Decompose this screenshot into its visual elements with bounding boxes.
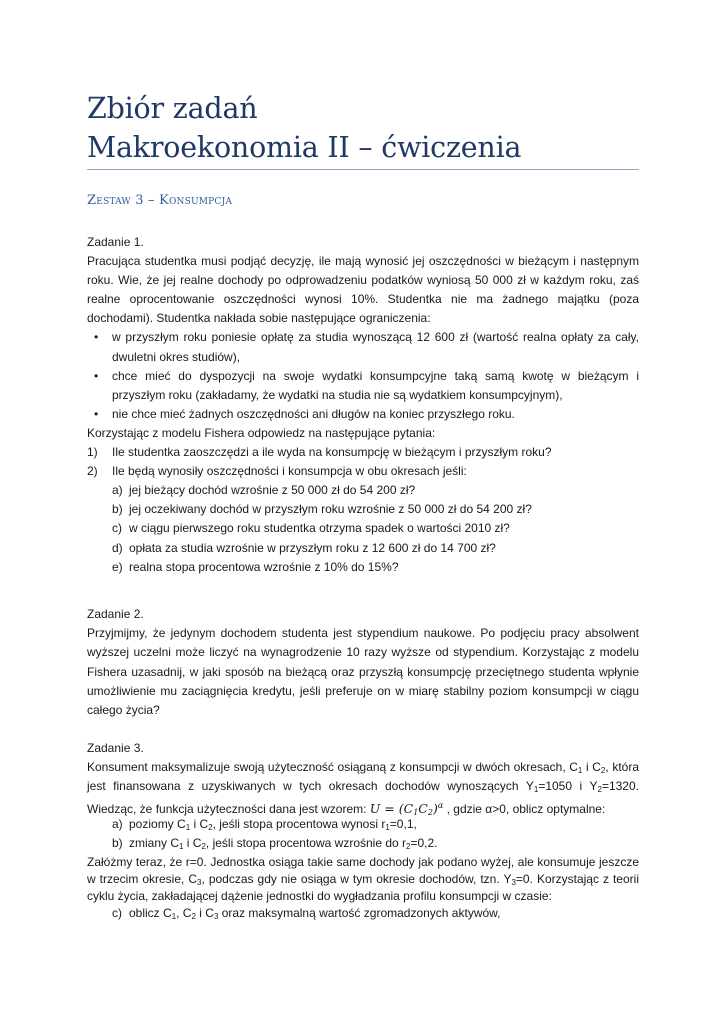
utility-formula: $U = (C_1C_2)^\alpha$ [369, 801, 444, 818]
task-1-intro-line: roku. Wie, że jej realne dochody po odprowadzeniu podatków wyniosą 50 000 zł w każdym roku, zaś [87, 273, 639, 288]
bullet-icon: • [94, 330, 99, 345]
question-intro: Korzystając z modelu Fishera odpowiedz na następujące pytania: [87, 425, 436, 440]
bullet-item-continued [87, 348, 639, 367]
subquestion-item [87, 500, 639, 519]
bullet-text: dwuletni okres studiów), [112, 349, 241, 364]
bullet-item [87, 405, 639, 424]
subquestion-item [87, 539, 639, 558]
bullet-text: przyszłym roku (zakładamy, że wydatki na studia nie są wydatkiem konsumpcyjnym), [112, 387, 563, 402]
task-3-line: Konsument maksymalizuje swoją użyteczność osiąganą z konsumpcji w dwóch okresach, $C_1$ i $C_2$, która [87, 760, 639, 776]
subquestion-letter: c) [112, 521, 122, 536]
task-2-heading: Zadanie 2. [87, 607, 144, 622]
task-3-para-line: cyklu życia, zakładającej dążenie jednostki do wygładzania profilu konsumpcji w czasie: [87, 888, 552, 903]
question-text: Ile studentka zaoszczędzi a ile wyda na konsumpcję w bieżącym i przyszłym roku? [112, 445, 552, 460]
task-3-item: a) poziomy $C_1$ i $C_2$, jeśli stopa procentowa wynosi $r_1=0,1$, [112, 817, 417, 833]
section-heading: Zestaw 3 – Konsumpcja [87, 193, 233, 208]
task-2-line: całego życia? [87, 702, 160, 717]
task-2-line: Przyjmijmy, że jedynym dochodem studenta jest stypendium naukowe. Po podjęciu pracy absolwent [87, 626, 639, 641]
task-1-intro-line: dochodami). Studentka nakłada sobie następujące ograniczenia: [87, 311, 431, 326]
question-text: Ile będą wynosiły oszczędności i konsumpcja w obu okresach jeśli: [112, 464, 467, 479]
subquestion-text: opłata za studia wzrośnie w przyszłym roku z 12 600 zł do 14 700 zł? [129, 540, 496, 555]
question-item [87, 462, 639, 481]
task-1-intro-line: Pracująca studentka musi podjąć decyzję, ile mają wynosić jej oszczędności w bieżącym i następnym [87, 254, 639, 269]
subquestion-letter: a) [112, 483, 123, 498]
bullet-icon: • [94, 368, 99, 383]
bullet-item-continued [87, 386, 639, 405]
bullet-text: nie chce mieć żadnych oszczędności ani długów na koniec przyszłego roku. [112, 406, 515, 421]
subquestion-text: jej bieżący dochód wzrośnie z 50 000 zł do 54 200 zł? [129, 483, 416, 498]
question-number: 2) [87, 464, 98, 479]
subquestion-text: w ciągu pierwszego roku studentka otrzyma spadek o wartości 2010 zł? [129, 521, 510, 536]
subquestion-letter: b) [112, 502, 123, 517]
document-title-line-1: Zbiór zadań [87, 92, 258, 125]
question-number: 1) [87, 445, 98, 460]
subquestion-text: realna stopa procentowa wzrośnie z 10% do 15%? [129, 559, 399, 574]
document-title-line-2: Makroekonomia II – ćwiczenia [87, 131, 522, 164]
task-3-item: c) oblicz $C_1$, $C_2$ i $C_3$ oraz maksymalną wartość zgromadzonych aktywów, [112, 906, 501, 922]
task-2-line: umożliwienie mu zaciągnięcia kredytu, jeśli preferuje on w miarę stabilny poziom konsumpcji w ciągu [87, 683, 639, 698]
subquestion-item [87, 481, 639, 500]
task-2-line: Fishera uzasadnij, w jaki sposób na bieżącą oraz przyszłą konsumpcję przeciętnego studenta wpłynie [87, 664, 639, 679]
subquestion-text: jej oczekiwany dochód w przyszłym roku wzrośnie z 50 000 zł do 54 200 zł? [129, 502, 532, 517]
document-body [87, 233, 639, 922]
bullet-item [87, 328, 639, 347]
task-1-intro-line: realne oprocentowanie oszczędności wynosi 10%. Studentka nie ma żadnego majątku (poza [87, 292, 639, 307]
subquestion-item [87, 519, 639, 538]
subquestion-item [87, 558, 639, 577]
subquestion-letter: e) [112, 559, 123, 574]
task-3-formula-line: Wiedząc, że funkcja użyteczności dana jest wzorem: $U = (C_1C_2)^\alpha$ , gdzie α>0, oblicz optymalne: [87, 801, 606, 818]
subquestion-letter: d) [112, 540, 123, 555]
task-3-item: b) zmiany $C_1$ i $C_2$, jeśli stopa procentowa wzrośnie do $r_2=0,2$. [112, 836, 438, 852]
title-divider [87, 169, 639, 170]
task-3-heading: Zadanie 3. [87, 740, 144, 755]
task-2-line: wyższej uczelni może liczyć na wynagrodzenie 10 razy wyższe od stypendium. Korzystając z modelu [87, 645, 639, 660]
bullet-text: w przyszłym roku poniesie opłatę za studia wynoszącą 12 600 zł (wartość realna opłaty za cały, [112, 330, 639, 345]
task-3-para-line: w trzecim okresie, $C_3$, podczas gdy nie osiąga w tym okresie dochodów, tzn. $Y_3=0$. Korzystając z teorii [87, 871, 639, 887]
task-3-para-line: Załóżmy teraz, że r=0. Jednostka osiąga takie same dochody jak podano wyżej, ale konsumuje jeszcze [87, 854, 639, 869]
bullet-icon: • [94, 406, 99, 421]
bullet-item [87, 367, 639, 386]
task-1-heading: Zadanie 1. [87, 235, 144, 249]
question-item [87, 443, 639, 462]
task-3-line: jest finansowana z uzyskiwanych w tych okresach dochodów wynoszących $Y_1=1050$ i $Y_2=1320$. [87, 779, 639, 795]
bullet-text: chce mieć do dyspozycji na swoje wydatki konsumpcyjne taką samą kwotę w bieżącym i [112, 368, 639, 383]
